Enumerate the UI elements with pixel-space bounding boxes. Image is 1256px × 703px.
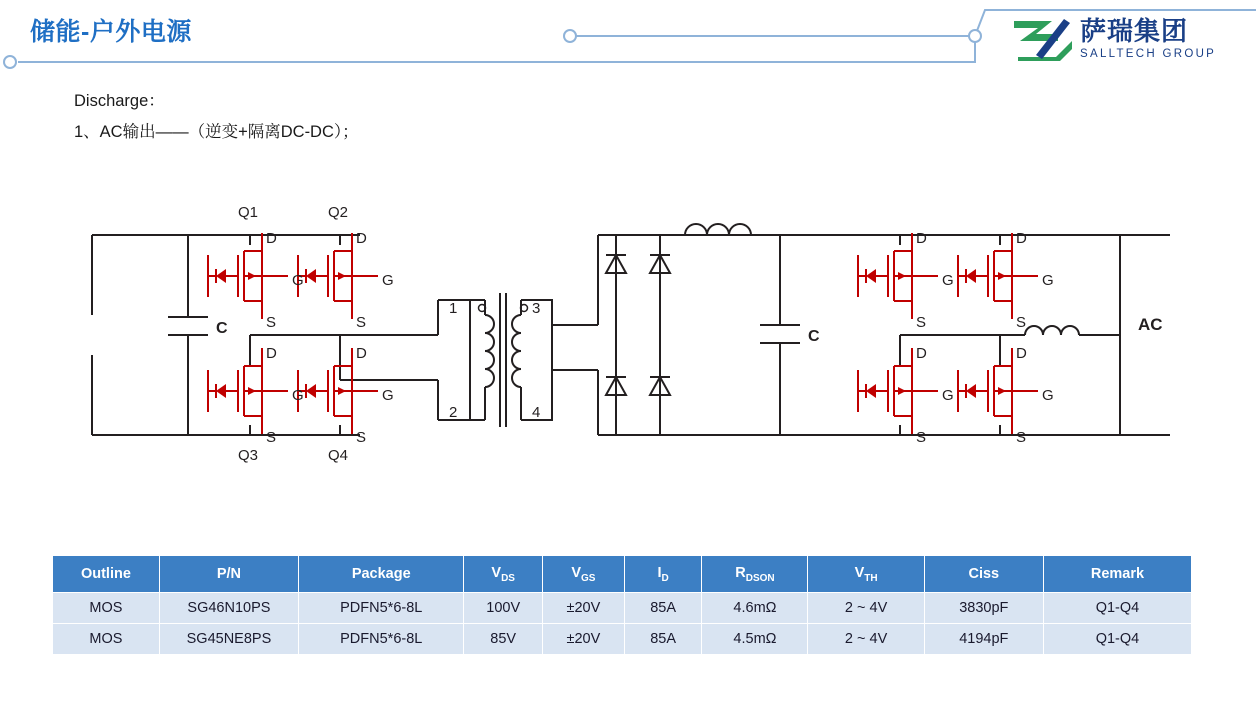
description-text xyxy=(74,86,359,147)
cell-vgs: ±20V xyxy=(542,593,624,624)
header-pn: P/N xyxy=(159,556,298,593)
circuit-schematic xyxy=(60,205,1200,505)
label-q2: Q2 xyxy=(327,205,349,221)
pin-g: G xyxy=(292,272,304,289)
cell-outline: MOS xyxy=(53,593,160,624)
pin-s: S xyxy=(1016,314,1027,331)
cell-pn: SG46N10PS xyxy=(159,593,298,624)
cell-ciss: 4194pF xyxy=(924,624,1043,655)
header-outline: Outline xyxy=(53,556,160,593)
logo-text xyxy=(1080,15,1217,61)
logo-text-cn: 萨瑞集团 xyxy=(1080,15,1189,46)
label-cap-left: C xyxy=(216,320,228,337)
label-q1: Q1 xyxy=(237,205,259,221)
cell-vds: 100V xyxy=(464,593,542,624)
company-logo xyxy=(1012,8,1240,70)
pin-g: G xyxy=(382,272,394,289)
header-rdson: $R_{DSON}$ xyxy=(702,556,808,593)
pin-g: G xyxy=(1042,387,1054,404)
pin-d: D xyxy=(356,230,367,247)
label-q4: Q4 xyxy=(327,447,349,464)
label-q3: Q3 xyxy=(237,447,259,464)
pin-s: S xyxy=(266,429,277,446)
logo-mark-icon xyxy=(1012,17,1074,61)
pin-g: G xyxy=(292,387,304,404)
schematic-svg xyxy=(60,205,1200,505)
table-row xyxy=(53,593,1192,624)
cell-vth: 2 ~ 4V xyxy=(808,593,924,624)
pin-g: G xyxy=(382,387,394,404)
cell-ciss: 3830pF xyxy=(924,593,1043,624)
pin-g: G xyxy=(942,272,954,289)
cell-pn: SG45NE8PS xyxy=(159,624,298,655)
cell-id: 85A xyxy=(624,624,702,655)
table-header-row xyxy=(53,556,1192,593)
logo-text-en: SALLTECH GROUP xyxy=(1080,47,1217,60)
pin-d: D xyxy=(266,345,277,362)
cell-vds: 85V xyxy=(464,624,542,655)
pin-s: S xyxy=(916,429,927,446)
pin-g: G xyxy=(942,387,954,404)
pin-s: S xyxy=(356,429,367,446)
cell-remark: Q1-Q4 xyxy=(1043,624,1191,655)
pin-s: S xyxy=(266,314,277,331)
header-vds: $V_{DS}$ xyxy=(464,556,542,593)
cell-package: PDFN5*6-8L xyxy=(299,624,464,655)
cell-rdson: 4.5mΩ xyxy=(702,624,808,655)
spec-table xyxy=(52,555,1192,655)
pin-d: D xyxy=(916,230,927,247)
cell-vth: 2 ~ 4V xyxy=(808,624,924,655)
pin-d: D xyxy=(1016,345,1027,362)
text-line-discharge: Discharge： xyxy=(74,92,165,110)
header-vgs: $V_{GS}$ xyxy=(542,556,624,593)
cell-outline: MOS xyxy=(53,624,160,655)
pin-s: S xyxy=(1016,429,1027,446)
cell-id: 85A xyxy=(624,593,702,624)
cell-vgs: ±20V xyxy=(542,624,624,655)
header-vth: $V_{TH}$ xyxy=(808,556,924,593)
label-cap-mid: C xyxy=(808,328,820,345)
header-remark: Remark xyxy=(1043,556,1191,593)
header-id: $I_D$ xyxy=(624,556,702,593)
label-xfmr-4: 4 xyxy=(532,404,541,421)
cell-rdson: 4.6mΩ xyxy=(702,593,808,624)
label-xfmr-1: 1 xyxy=(449,300,458,317)
header-package: Package xyxy=(299,556,464,593)
cell-package: PDFN5*6-8L xyxy=(299,593,464,624)
page-header xyxy=(0,0,1256,85)
pin-d: D xyxy=(266,230,277,247)
pin-s: S xyxy=(356,314,367,331)
label-xfmr-2: 2 xyxy=(449,404,458,421)
pin-d: D xyxy=(1016,230,1027,247)
table-row xyxy=(53,624,1192,655)
label-ac: AC xyxy=(1138,315,1163,334)
header-ciss: Ciss xyxy=(924,556,1043,593)
pin-d: D xyxy=(916,345,927,362)
text-line-ac-output: 1、AC输出——（逆变+隔离DC-DC）； xyxy=(74,122,359,141)
label-xfmr-3: 3 xyxy=(532,300,541,317)
pin-s: S xyxy=(916,314,927,331)
pin-g: G xyxy=(1042,272,1054,289)
page-title: 储能-户外电源 xyxy=(30,18,192,46)
cell-remark: Q1-Q4 xyxy=(1043,593,1191,624)
pin-d: D xyxy=(356,345,367,362)
